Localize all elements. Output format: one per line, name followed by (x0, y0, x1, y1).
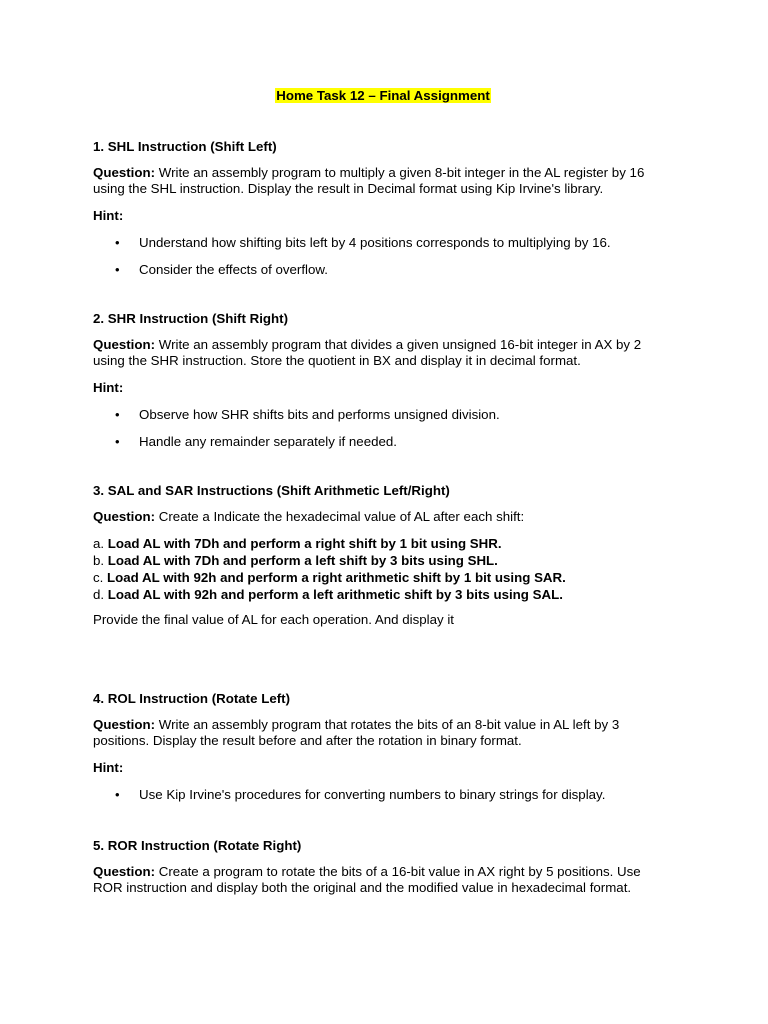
section-heading: 4. ROL Instruction (Rotate Left) (93, 691, 290, 706)
task-list (93, 535, 673, 603)
question-text (93, 337, 673, 369)
bullet-icon: • (115, 434, 120, 449)
question-label: Question: (93, 717, 156, 732)
list-item (93, 234, 673, 251)
hint-list (93, 234, 673, 278)
hint-text: Handle any remainder separately if needed. (139, 434, 397, 449)
hint-label: Hint: (93, 760, 124, 775)
section-shl (93, 138, 673, 278)
hint-text: Understand how shifting bits left by 4 positions corresponds to multiplying by 16. (139, 235, 611, 250)
hint-list (93, 406, 673, 450)
task-text: Load AL with 92h and perform a left arithmetic shift by 3 bits using SAL. (107, 587, 563, 602)
task-text: Load AL with 92h and perform a right arithmetic shift by 1 bit using SAR. (107, 570, 566, 585)
question-text (93, 864, 673, 896)
bullet-icon: • (115, 407, 120, 422)
question-label: Question: (93, 864, 156, 879)
question-body: Write an assembly program that divides a given unsigned 16-bit integer in AX by 2 using the SHR instruction. Store the quotient in BX and display it in decimal format. (93, 337, 642, 368)
question-body: Write an assembly program to multiply a given 8-bit integer in the AL register by 16 using the SHL instruction. Display the result in Decimal format using Kip Irvine's library. (93, 165, 645, 196)
list-item (93, 535, 673, 552)
task-prefix: d. (93, 587, 105, 602)
hint-label: Hint: (93, 380, 124, 395)
task-prefix: b. (93, 553, 105, 568)
section-heading: 1. SHL Instruction (Shift Left) (93, 139, 277, 154)
list-item (93, 586, 673, 603)
list-item (93, 261, 673, 278)
list-item (93, 433, 673, 450)
closing-text: Provide the final value of AL for each operation. And display it (93, 612, 454, 627)
section-ror (93, 837, 673, 896)
list-item (93, 552, 673, 569)
task-text: Load AL with 7Dh and perform a left shift by 3 bits using SHL. (107, 553, 498, 568)
section-sal-sar (93, 482, 673, 628)
list-item (93, 786, 673, 803)
question-body: Write an assembly program that rotates the bits of an 8-bit value in AL left by 3 positions. Display the result before and after the rotation in binary format. (93, 717, 620, 748)
document-page (93, 87, 673, 906)
list-item (93, 569, 673, 586)
question-label: Question: (93, 165, 156, 180)
task-prefix: c. (93, 570, 104, 585)
task-text: Load AL with 7Dh and perform a right shift by 1 bit using SHR. (107, 536, 502, 551)
hint-text: Observe how SHR shifts bits and performs unsigned division. (139, 407, 500, 422)
question-label: Question: (93, 509, 156, 524)
bullet-icon: • (115, 235, 120, 250)
section-shr (93, 310, 673, 450)
bullet-icon: • (115, 787, 120, 802)
question-text (93, 717, 673, 749)
section-heading: 5. ROR Instruction (Rotate Right) (93, 838, 302, 853)
question-label: Question: (93, 337, 156, 352)
question-body: Create a program to rotate the bits of a 16-bit value in AX right by 5 positions. Use ROR instruction and display both the original and the modified value in hexadecimal format. (93, 864, 641, 895)
title-block (93, 87, 673, 104)
hint-text: Consider the effects of overflow. (139, 262, 328, 277)
hint-text: Use Kip Irvine's procedures for converting numbers to binary strings for display. (139, 787, 606, 802)
hint-label: Hint: (93, 208, 124, 223)
hint-list (93, 786, 673, 803)
section-heading: 3. SAL and SAR Instructions (Shift Arithmetic Left/Right) (93, 483, 450, 498)
page-title: Home Task 12 – Final Assignment (276, 88, 490, 103)
question-text (93, 509, 673, 525)
section-heading: 2. SHR Instruction (Shift Right) (93, 311, 289, 326)
task-prefix: a. (93, 536, 105, 551)
question-body: Create a Indicate the hexadecimal value of AL after each shift: (158, 509, 525, 524)
list-item (93, 406, 673, 423)
question-text (93, 165, 673, 197)
section-rol (93, 690, 673, 803)
bullet-icon: • (115, 262, 120, 277)
